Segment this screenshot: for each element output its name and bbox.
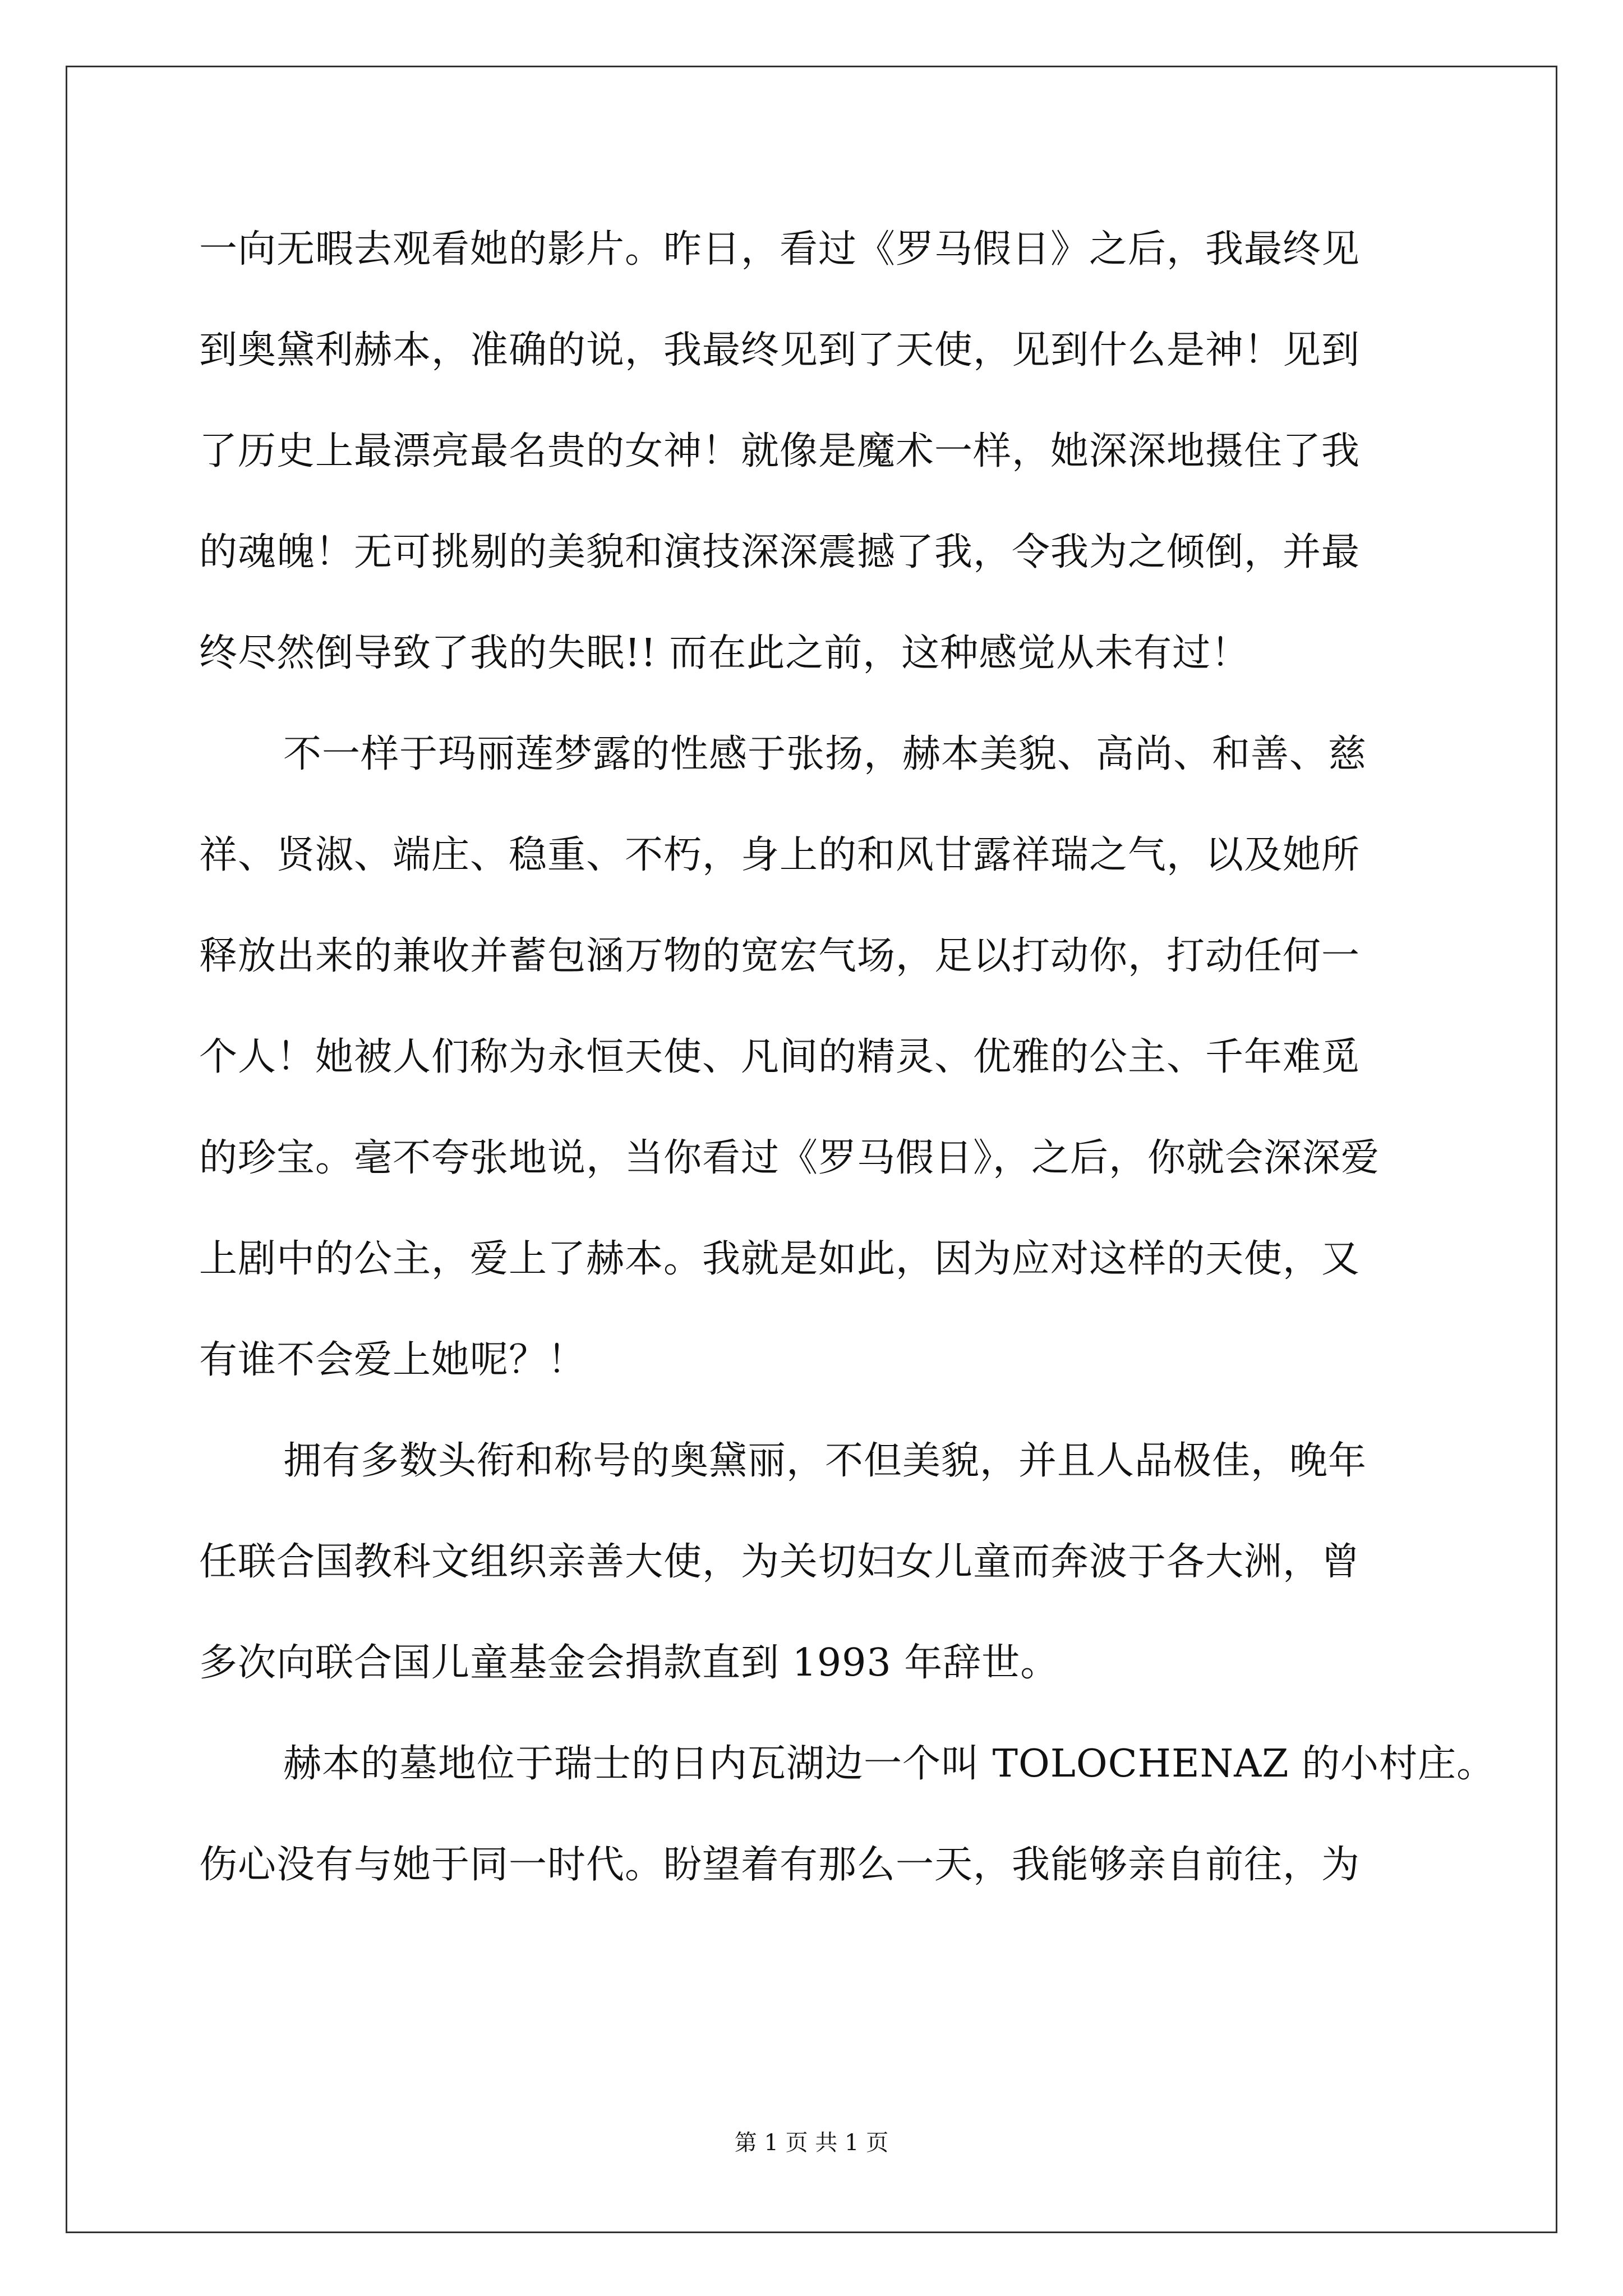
text-line: 了历史上最漂亮最名贵的女神！就像是魔术一样，她深深地摄住了我 xyxy=(199,429,1361,473)
page-footer: 第 1 页 共 1 页 xyxy=(734,2130,889,2156)
text-line: 有谁不会爱上她呢？！ xyxy=(199,1338,587,1382)
paragraph-start-line: 不一样于玛丽莲梦露的性感于张扬，赫本美貌、高尚、和善、慈 xyxy=(283,732,1367,776)
text-line: 的魂魄！无可挑剔的美貌和演技深深震撼了我，令我为之倾倒，并最 xyxy=(199,530,1361,574)
text-line: 一向无暇去观看她的影片。昨日，看过《罗马假日》之后，我最终见 xyxy=(199,227,1361,272)
text-line: 任联合国教科文组织亲善大使，为关切妇女儿童而奔波于各大洲，曾 xyxy=(199,1540,1361,1584)
document-body xyxy=(199,219,1496,1935)
text-line: 多次向联合国儿童基金会捐款直到 1993 年辞世。 xyxy=(199,1641,1059,1685)
paragraph-start-line: 赫本的墓地位于瑞士的日内瓦湖边一个叫 TOLOCHENAZ 的小村庄。 xyxy=(283,1742,1496,1786)
paragraph-start-line: 拥有多数头衔和称号的奥黛丽，不但美貌，并且人品极佳，晚年 xyxy=(283,1439,1367,1483)
text-line: 释放出来的兼收并蓄包涵万物的宽宏气场，足以打动你，打动任何一 xyxy=(199,934,1361,978)
text-line: 终尽然倒导致了我的失眠!! 而在此之前，这种感觉从未有过！ xyxy=(199,631,1250,675)
text-line: 的珍宝。毫不夸张地说，当你看过《罗马假日》，之后，你就会深深爱 xyxy=(199,1136,1380,1180)
text-line: 到奥黛利赫本，准确的说，我最终见到了天使，见到什么是神！见到 xyxy=(199,328,1361,372)
text-line: 祥、贤淑、端庄、稳重、不朽，身上的和风甘露祥瑞之气，以及她所 xyxy=(199,833,1361,877)
text-line: 上剧中的公主，爱上了赫本。我就是如此，因为应对这样的天使，又 xyxy=(199,1237,1361,1281)
text-line: 个人！她被人们称为永恒天使、凡间的精灵、优雅的公主、千年难觅 xyxy=(199,1035,1361,1079)
text-line: 伤心没有与她于同一时代。盼望着有那么一天，我能够亲自前往，为 xyxy=(199,1843,1361,1887)
